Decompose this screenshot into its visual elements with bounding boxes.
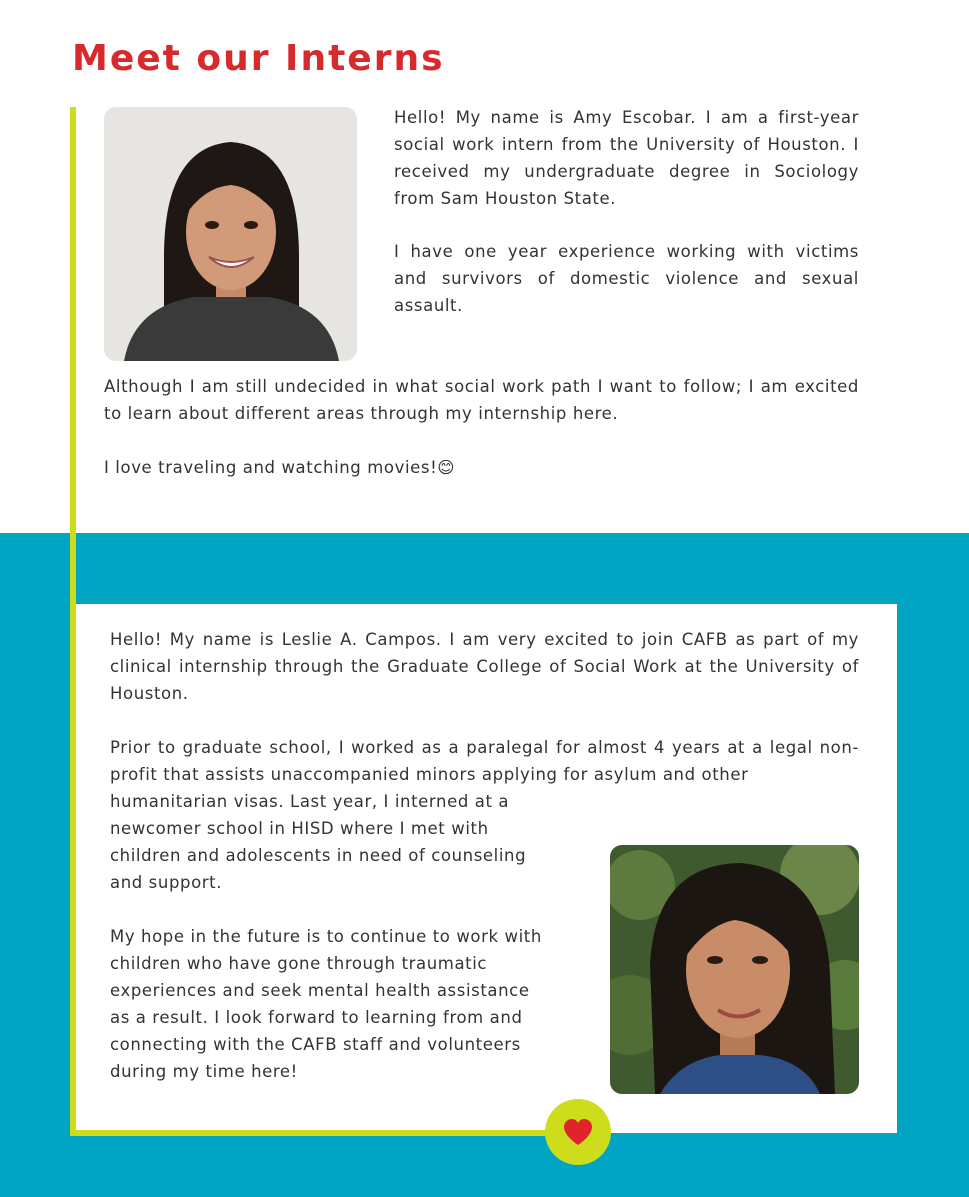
page-title: Meet our Interns — [72, 38, 445, 79]
lime-horizontal-rule — [70, 1130, 550, 1136]
intern-photo-amy — [104, 107, 357, 361]
heart-badge — [545, 1099, 611, 1165]
lime-vertical-rule — [70, 107, 76, 1135]
leslie-intro-paragraph: Hello! My name is Leslie A. Campos. I am very excited to join CAFB as part of my clinical internship through the Graduate College of Social Work at the University of Houston. — [110, 630, 859, 703]
amy-hobbies-paragraph: I love traveling and watching movies!😊 — [104, 458, 456, 477]
amy-experience-paragraph: I have one year experience working with victims and survivors of domestic violence and sexual assault. — [394, 242, 859, 315]
heart-icon — [562, 1117, 594, 1147]
leslie-background-paragraph: Prior to graduate school, I worked as a paralegal for almost 4 years at a legal non-profit that assists unaccompanied minors applying for asylum and other — [110, 738, 859, 784]
amy-goals-paragraph: Although I am still undecided in what social work path I want to follow; I am excited to learn about different areas through my internship here. — [104, 377, 859, 423]
portrait-leslie-graphic — [610, 845, 859, 1094]
intern-photo-leslie — [610, 845, 859, 1094]
portrait-amy-graphic — [104, 107, 357, 361]
leslie-internship-paragraph: humanitarian visas. Last year, I interned at a newcomer school in HISD where I met with children and adolescents in need of counseling and support. — [110, 792, 527, 892]
leslie-hopes-paragraph: My hope in the future is to continue to work with children who have gone through traumatic experiences and seek mental health assistance as a result. I look forward to learning from and connecting with the CAFB staff and volunteers during my time here! — [110, 927, 542, 1081]
amy-intro-paragraph: Hello! My name is Amy Escobar. I am a first-year social work intern from the University of Houston. I received my undergraduate degree in Sociology from Sam Houston State. — [394, 108, 859, 208]
